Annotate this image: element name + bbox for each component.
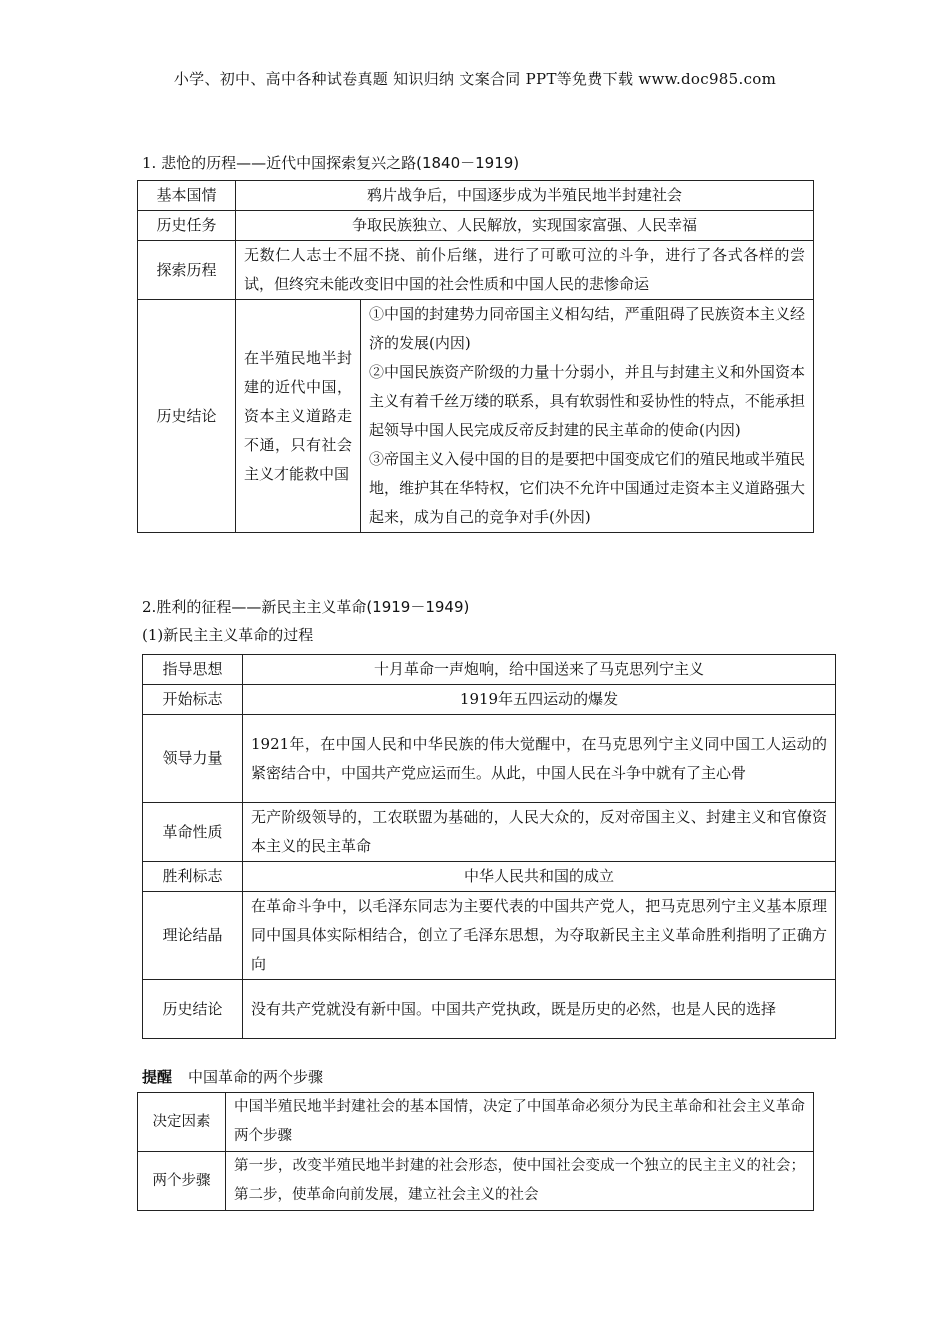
row-content: 1919年五四运动的爆发 [243,685,836,715]
row-label: 探索历程 [138,241,236,300]
table-row [138,1152,814,1211]
table-row [138,300,814,533]
section1-title-text: 悲怆的历程——近代中国探索复兴之路(1840－1919) [161,154,520,172]
section1-title [142,152,519,173]
table-row [143,803,836,862]
table-new-democratic-revolution [142,654,836,1039]
section2-subtitle: (1)新民主主义革命的过程 [142,626,314,644]
row-content: 争取民族独立、人民解放，实现国家富强、人民幸福 [236,211,814,241]
row-label: 领导力量 [143,715,243,803]
section1-number: 1. [142,154,157,172]
table-row [138,181,814,211]
row-label: 历史任务 [138,211,236,241]
table-row [143,715,836,803]
conclusion-reasons [361,300,814,533]
table-row [143,980,836,1039]
table-modern-history [137,180,814,533]
row-label: 历史结论 [138,300,236,533]
reminder-tag: 提醒 [142,1068,173,1086]
row-content: 十月革命一声炮响，给中国送来了马克思列宁主义 [243,655,836,685]
row-content: 没有共产党就没有新中国。中国共产党执政，既是历史的必然，也是人民的选择 [243,980,836,1039]
row-content: 在革命斗争中，以毛泽东同志为主要代表的中国共产党人，把马克思列宁主义基本原理同中国具体实际相结合，创立了毛泽东思想，为夺取新民主主义革命胜利指明了正确方向 [243,892,836,980]
table-row [143,862,836,892]
table-row [138,241,814,300]
table-revolution-steps [137,1092,814,1211]
row-label: 理论结晶 [143,892,243,980]
table-row [143,892,836,980]
row-content: 中国半殖民地半封建社会的基本国情，决定了中国革命必须分为民主革命和社会主义革命两个步骤 [226,1093,814,1152]
reminder-heading [142,1066,323,1087]
section2-number: 2. [142,598,157,616]
section2-title-text: 胜利的征程——新民主主义革命(1919－1949) [156,598,470,616]
section2-title [142,596,469,617]
page-header: 小学、初中、高中各种试卷真题 知识归纳 文案合同 PPT等免费下载 www.doc985.com [173,70,777,88]
reason-item: ①中国的封建势力同帝国主义相勾结，严重阻碍了民族资本主义经济的发展(内因) [369,305,805,352]
table-row [138,211,814,241]
row-content: 鸦片战争后，中国逐步成为半殖民地半封建社会 [236,181,814,211]
reason-item: ③帝国主义入侵中国的目的是要把中国变成它们的殖民地或半殖民地，维护其在华特权，它们决不允许中国通过走资本主义道路强大起来，成为自己的竞争对手(外因) [369,450,805,526]
table-row [138,1093,814,1152]
table-row [143,655,836,685]
table-row [143,685,836,715]
row-label: 胜利标志 [143,862,243,892]
row-label: 革命性质 [143,803,243,862]
row-label: 历史结论 [143,980,243,1039]
row-content: 1921年，在中国人民和中华民族的伟大觉醒中，在马克思列宁主义同中国工人运动的紧密结合中，中国共产党应运而生。从此，中国人民在斗争中就有了主心骨 [243,715,836,803]
conclusion-statement: 在半殖民地半封建的近代中国，资本主义道路走不通，只有社会主义才能救中国 [236,300,361,533]
row-content: 第一步，改变半殖民地半封建的社会形态，使中国社会变成一个独立的民主主义的社会；第二步，使革命向前发展，建立社会主义的社会 [226,1152,814,1211]
row-label: 基本国情 [138,181,236,211]
row-label: 指导思想 [143,655,243,685]
reminder-title: 中国革命的两个步骤 [188,1068,324,1086]
row-label: 两个步骤 [138,1152,226,1211]
reason-item: ②中国民族资产阶级的力量十分弱小，并且与封建主义和外国资本主义有着千丝万缕的联系，具有软弱性和妥协性的特点，不能承担起领导中国人民完成反帝反封建的民主革命的使命(内因) [369,363,805,439]
row-content: 无产阶级领导的，工农联盟为基础的，人民大众的，反对帝国主义、封建主义和官僚资本主义的民主革命 [243,803,836,862]
row-content: 无数仁人志士不屈不挠、前仆后继，进行了可歌可泣的斗争，进行了各式各样的尝试，但终究未能改变旧中国的社会性质和中国人民的悲惨命运 [236,241,814,300]
row-content: 中华人民共和国的成立 [243,862,836,892]
row-label: 开始标志 [143,685,243,715]
row-label: 决定因素 [138,1093,226,1152]
